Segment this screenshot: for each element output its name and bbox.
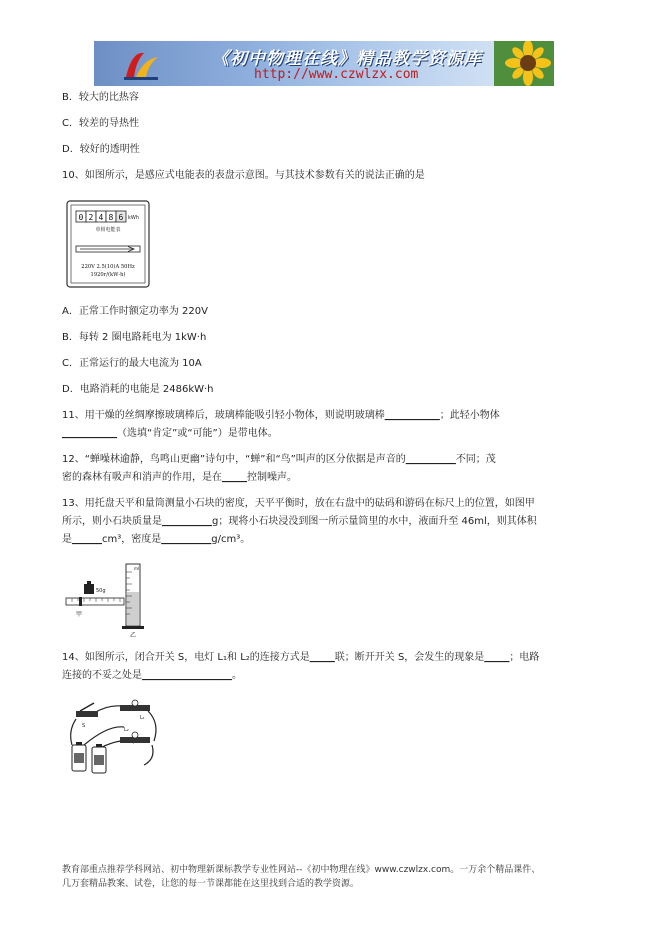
meter-digit: 4 — [98, 213, 104, 222]
q10-option-a: A．正常工作时额定功率为 220V — [62, 306, 208, 317]
circuit-figure — [64, 697, 164, 779]
q10-stem: 10、如图所示，是感应式电能表的表盘示意图。与其技术参数有关的说法正确的是 — [62, 170, 425, 181]
meter-digits — [76, 211, 126, 222]
cylinder-unit: ml — [134, 566, 140, 571]
sunflower-icon — [494, 41, 554, 86]
meter-digit: 0 — [78, 213, 84, 222]
balance-cylinder-figure — [62, 558, 162, 640]
q11-blank-1[interactable]: ___________ — [384, 410, 440, 421]
lamp-l2-label: L₂ — [124, 727, 129, 733]
option-c-prev: C．较差的导热性 — [62, 118, 139, 129]
weight-block-icon — [84, 584, 94, 594]
meter-rev: 1920r/(kW·h) — [90, 272, 126, 278]
header-banner — [94, 41, 554, 86]
banner-url[interactable]: http://www.czwlzx.com — [254, 67, 419, 82]
electric-meter-figure — [66, 200, 150, 288]
q13-blank-3[interactable]: __________ — [161, 534, 212, 545]
q13-blank-2[interactable]: ______ — [72, 534, 102, 545]
meter-name: 单相电能表 — [95, 227, 121, 233]
q11-line2: ___________（选填“肯定”或“可能”）是带电体。 — [62, 428, 278, 439]
meter-digit: 6 — [118, 213, 124, 222]
option-d-prev: D．较好的透明性 — [62, 144, 140, 155]
meter-digit: 2 — [88, 213, 94, 222]
switch-label: S — [82, 723, 86, 729]
q13-line1: 13、用托盘天平和量筒测量小石块的密度，天平平衡时，放在右盘中的砝码和游码在标尺上的位置，如图甲 — [62, 498, 535, 509]
q12-line1: 12、“蝉噪林逾静，鸟鸣山更幽”诗句中，“蝉”和“鸟”叫声的区分依据是声音的__________不同；茂 — [62, 454, 496, 465]
option-b-prev: B．较大的比热容 — [62, 92, 139, 103]
fig-label-left: 甲 — [76, 611, 83, 618]
q12-blank-2[interactable]: _____ — [222, 472, 247, 483]
footer-line-1: 教育部重点推荐学科网站、初中物理新课标教学专业性网站--《初中物理在线》www.czwlzx.com。一万余个精品课件、 — [62, 865, 541, 875]
bulb-icon — [132, 732, 138, 738]
fig-label-right: 乙 — [130, 632, 137, 639]
footer-line-2: 几万套精品教案、试卷，让您的每一节课都能在这里找到合适的教学资源。 — [62, 879, 360, 889]
q14-line2: 连接的不妥之处是__________________。 — [62, 670, 242, 681]
q12-line2: 密的森林有吸声和消声的作用，是在_____控制噪声。 — [62, 472, 297, 483]
meter-spec: 220V 2.5(10)A 50Hz — [81, 264, 135, 270]
q13-line3: 是______cm³，密度是__________g/cm³。 — [62, 534, 251, 545]
lamp-l1-label: L₁ — [140, 715, 145, 721]
q14-blank-3[interactable]: __________________ — [142, 670, 232, 681]
q10-option-b: B．每转 2 圈电路耗电为 1kW·h — [62, 332, 207, 343]
weight-label: 50g — [96, 588, 106, 594]
q11-line1: 11、用干燥的丝绸摩擦玻璃棒后，玻璃棒能吸引轻小物体，则说明玻璃棒___________；此轻小物体 — [62, 410, 500, 421]
page-footer — [62, 863, 602, 891]
q14-blank-2[interactable]: _____ — [484, 652, 510, 663]
q11-blank-2[interactable]: ___________ — [62, 428, 117, 439]
q10-option-c: C．正常运行的最大电流为 10A — [62, 358, 202, 369]
meter-unit: kWh — [128, 215, 140, 221]
q10-option-d: D．电路消耗的电能是 2486kW·h — [62, 384, 214, 395]
meter-digit: 8 — [108, 213, 114, 222]
banner-title: 《初中物理在线》精品教学资源库 — [212, 49, 482, 69]
q14-line1: 14、如图所示，闭合开关 S，电灯 L₁和 L₂的连接方式是_____联；断开开关 S，会发生的现象是_____；电路 — [62, 652, 540, 663]
site-logo-icon — [122, 47, 162, 81]
q13-line2: 所示，则小石块质量是__________g；现将小石块浸没到图一所示量筒里的水中，液面升至 46ml，则其体积 — [62, 516, 537, 527]
q12-blank-1[interactable]: __________ — [405, 454, 456, 465]
q14-blank-1[interactable]: _____ — [309, 652, 335, 663]
switch-icon — [76, 711, 98, 717]
q13-blank-1[interactable]: __________ — [162, 516, 212, 527]
rider-slider — [79, 597, 82, 606]
bulb-icon — [132, 700, 138, 706]
beam-scale — [66, 598, 124, 605]
